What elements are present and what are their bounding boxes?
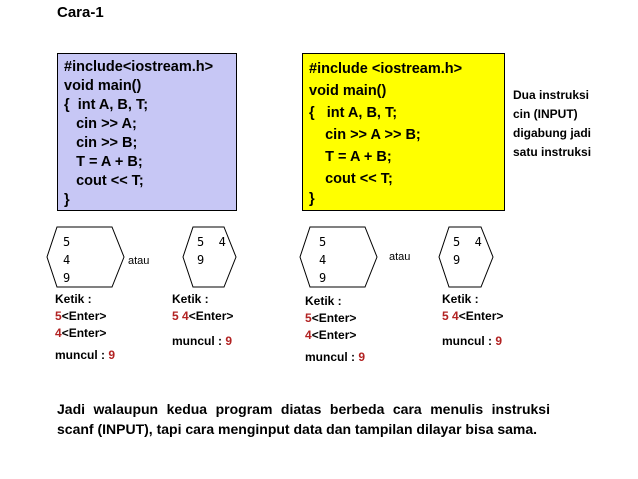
display-value: 5 — [319, 235, 327, 249]
atau-label: atau — [389, 251, 411, 263]
code-line: } — [64, 192, 70, 208]
enter-label: <Enter> — [188, 309, 234, 323]
code-line: T = A + B; — [64, 154, 143, 170]
caption-2 — [172, 291, 233, 350]
caption-3 — [305, 293, 365, 366]
display-value: 5 4 — [197, 235, 226, 249]
code-line: cin >> A; — [64, 116, 137, 132]
display-value: 9 — [319, 271, 327, 285]
display-value: 5 — [63, 235, 71, 249]
display-value: 9 — [63, 271, 71, 285]
input-value: 5 — [55, 309, 62, 323]
ketik-label: Ketik : — [172, 292, 209, 306]
ketik-label: Ketik : — [442, 292, 479, 306]
code-line: { int A, B, T; — [64, 97, 149, 113]
note-line: digabung jadi — [513, 126, 591, 140]
muncul-label: muncul : — [55, 348, 109, 362]
code-line: cin >> A >> B; — [309, 127, 421, 143]
code-line: cin >> B; — [64, 135, 138, 151]
muncul-label: muncul : — [305, 350, 359, 364]
enter-label: <Enter> — [311, 328, 357, 342]
muncul-label: muncul : — [442, 334, 496, 348]
display-value: 5 4 — [453, 235, 482, 249]
code-line: } — [309, 191, 315, 207]
code-line: { int A, B, T; — [309, 105, 398, 121]
input-value: 5 — [305, 311, 312, 325]
note-line: satu instruksi — [513, 145, 592, 159]
code-line: void main() — [309, 83, 387, 99]
enter-label: <Enter> — [458, 309, 504, 323]
ketik-label: Ketik : — [55, 292, 92, 306]
result-value: 9 — [225, 334, 233, 348]
code-line: cout << T; — [64, 173, 144, 189]
code-line: T = A + B; — [309, 149, 392, 165]
note-line: cin (INPUT) — [513, 107, 578, 121]
code-line: void main() — [64, 78, 142, 94]
enter-label: <Enter> — [311, 311, 357, 325]
display-value: 9 — [453, 253, 461, 267]
code-line: #include <iostream.h> — [309, 61, 463, 77]
result-value: 9 — [358, 350, 366, 364]
slide-title: Cara-1 — [57, 4, 104, 21]
conclusion-text: Jadi walaupun kedua program diatas berbeda cara menulis instruksi scanf (INPUT), tapi cara menginput data dan tampilan dilayar bisa sama. — [57, 401, 550, 437]
display-shape-3 — [300, 227, 377, 287]
muncul-label: muncul : — [172, 334, 226, 348]
result-value: 9 — [108, 348, 116, 362]
input-value: 4 — [305, 328, 312, 342]
ketik-label: Ketik : — [305, 294, 342, 308]
display-value: 9 — [197, 253, 205, 267]
input-value: 5 4 — [442, 309, 459, 323]
display-value: 4 — [63, 253, 71, 267]
display-value: 4 — [319, 253, 327, 267]
atau-label: atau — [128, 255, 150, 267]
code-line: #include<iostream.h> — [64, 59, 214, 75]
caption-1 — [55, 291, 115, 364]
note-line: Dua instruksi — [513, 88, 590, 102]
result-value: 9 — [495, 334, 503, 348]
enter-label: <Enter> — [61, 309, 107, 323]
input-value: 5 4 — [172, 309, 189, 323]
caption-4 — [442, 291, 503, 350]
enter-label: <Enter> — [61, 326, 107, 340]
input-value: 4 — [55, 326, 62, 340]
display-shape-1 — [47, 227, 124, 287]
code-line: cout << T; — [309, 171, 393, 187]
